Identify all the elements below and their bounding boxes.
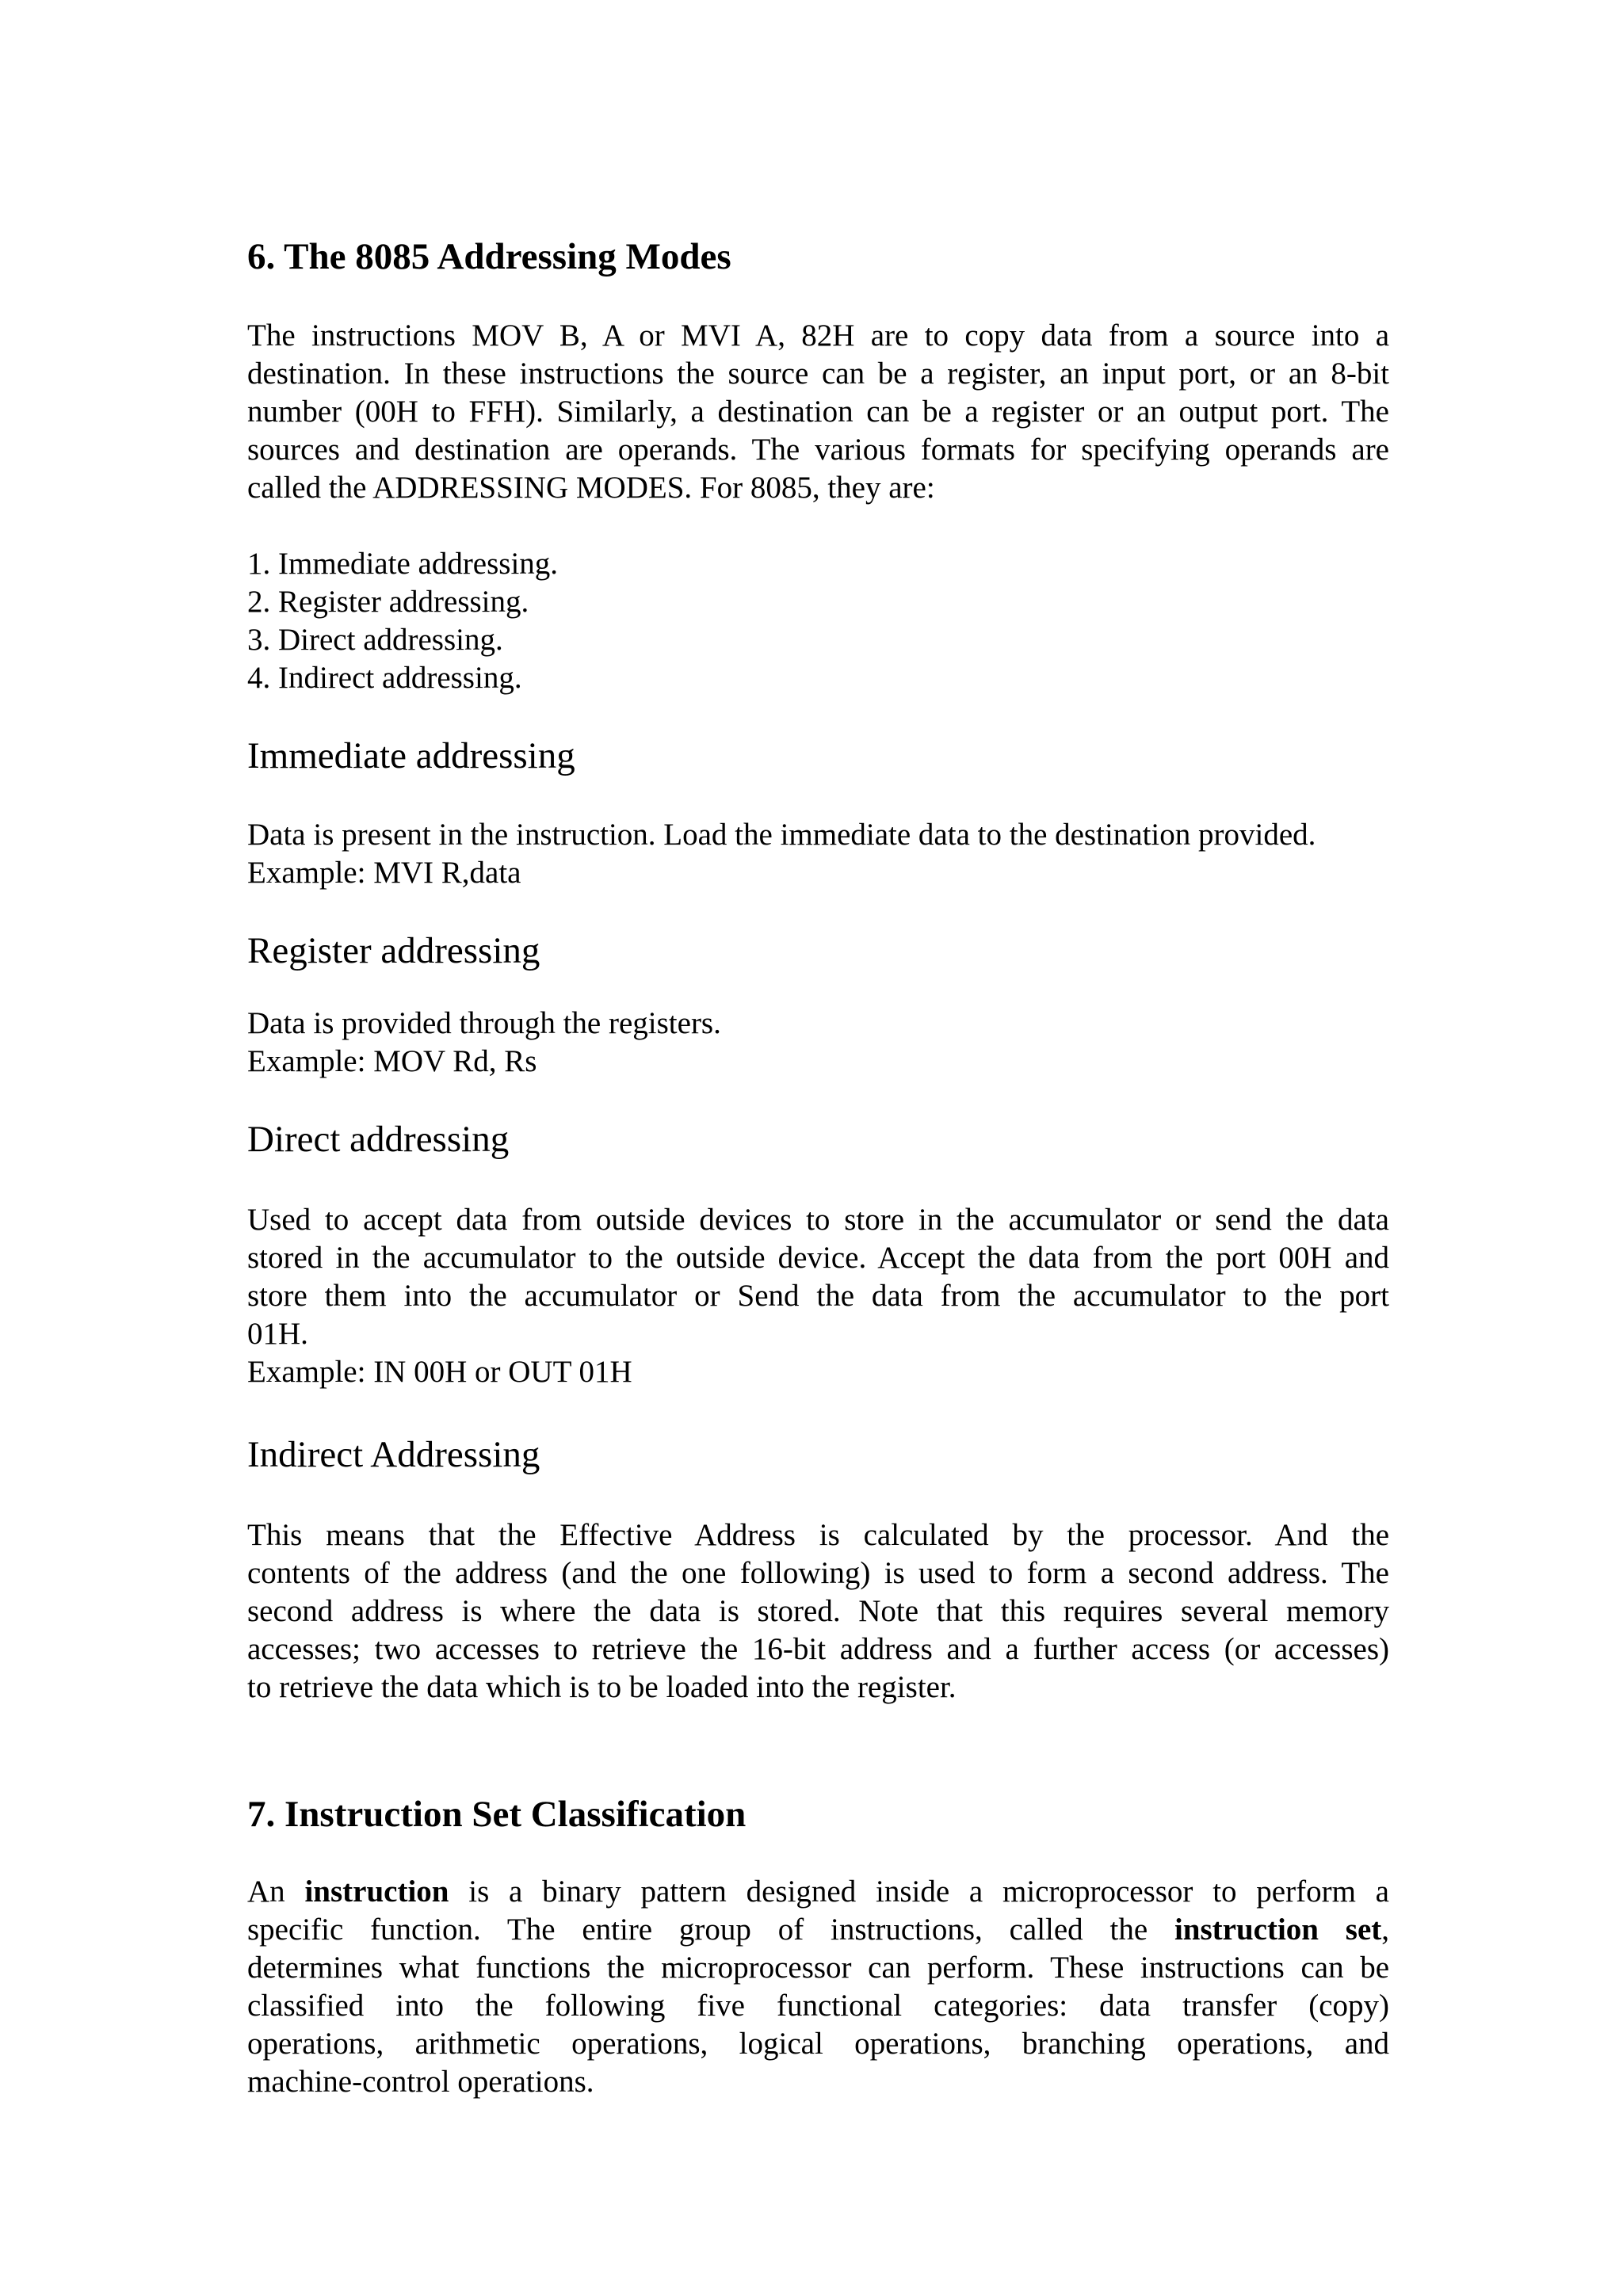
text-line: Example: MVI R,data bbox=[247, 856, 521, 890]
list-item: 2. Register addressing. bbox=[247, 585, 529, 619]
section-7-paragraph bbox=[247, 1873, 1389, 2101]
text-line: Data is present in the instruction. Load the immediate data to the destination provided. bbox=[247, 818, 1316, 852]
section-6-intro bbox=[247, 317, 1389, 507]
direct-addressing-heading: Direct addressing bbox=[247, 1119, 510, 1160]
bold-term-instruction-set: instruction set bbox=[1174, 1913, 1382, 1947]
text-line bbox=[247, 1873, 1389, 1911]
text-line: 01H. bbox=[247, 1317, 308, 1351]
register-addressing-heading: Register addressing bbox=[247, 930, 540, 971]
text-line: second address is where the data is stored. Note that this requires several memory bbox=[247, 1594, 1389, 1628]
immediate-addressing-heading: Immediate addressing bbox=[247, 735, 575, 776]
text-line: accesses; two accesses to retrieve the 16-bit address and a further access (or accesses) bbox=[247, 1632, 1389, 1666]
text-line: Used to accept data from outside devices to store in the accumulator or send the data bbox=[247, 1203, 1389, 1237]
text-run: An bbox=[247, 1875, 305, 1909]
text-run: , bbox=[1381, 1913, 1389, 1947]
text-line: classified into the following five functional categories: data transfer (copy) bbox=[247, 1989, 1389, 2023]
text-line: Example: MOV Rd, Rs bbox=[247, 1044, 537, 1078]
list-item: 1. Immediate addressing. bbox=[247, 547, 559, 581]
example-line: Example: IN 00H or OUT 01H bbox=[247, 1355, 632, 1389]
text-line: stored in the accumulator to the outside device. Accept the data from the port 00H and bbox=[247, 1241, 1389, 1275]
immediate-addressing-text bbox=[247, 816, 1389, 892]
text-run: specific function. The entire group of instructions, called the bbox=[247, 1913, 1174, 1947]
list-item: 4. Indirect addressing. bbox=[247, 661, 522, 695]
section-7-title: 7. Instruction Set Classification bbox=[247, 1794, 747, 1835]
intro-line: destination. In these instructions the source can be a register, an input port, or an 8-bit bbox=[247, 357, 1389, 391]
text-line bbox=[247, 1911, 1389, 1949]
text-line: operations, arithmetic operations, logical operations, branching operations, and bbox=[247, 2027, 1389, 2061]
bold-term-instruction: instruction bbox=[304, 1875, 449, 1909]
intro-line: number (00H to FFH). Similarly, a destination can be a register or an output port. The bbox=[247, 395, 1389, 429]
intro-line: The instructions MOV B, A or MVI A, 82H are to copy data from a source into a bbox=[247, 318, 1389, 353]
text-line: machine-control operations. bbox=[247, 2065, 594, 2099]
text-line: This means that the Effective Address is calculated by the processor. And the bbox=[247, 1518, 1389, 1552]
indirect-addressing-text bbox=[247, 1516, 1389, 1707]
text-line: to retrieve the data which is to be loaded into the register. bbox=[247, 1670, 957, 1704]
list-item: 3. Direct addressing. bbox=[247, 623, 503, 657]
text-line: Data is provided through the registers. bbox=[247, 1006, 721, 1040]
indirect-addressing-heading: Indirect Addressing bbox=[247, 1434, 540, 1475]
intro-line: sources and destination are operands. The various formats for specifying operands are bbox=[247, 433, 1389, 467]
text-line: contents of the address (and the one following) is used to form a second address. The bbox=[247, 1556, 1389, 1590]
direct-addressing-text bbox=[247, 1201, 1389, 1391]
register-addressing-text bbox=[247, 1005, 1389, 1081]
addressing-modes-list bbox=[247, 545, 558, 697]
text-line: store them into the accumulator or Send the data from the accumulator to the port bbox=[247, 1279, 1389, 1313]
text-line: determines what functions the microprocessor can perform. These instructions can be bbox=[247, 1951, 1389, 1985]
section-6-title: 6. The 8085 Addressing Modes bbox=[247, 236, 731, 277]
intro-line: called the ADDRESSING MODES. For 8085, they are: bbox=[247, 471, 935, 505]
text-run: is a binary pattern designed inside a microprocessor to perform a bbox=[449, 1875, 1389, 1909]
